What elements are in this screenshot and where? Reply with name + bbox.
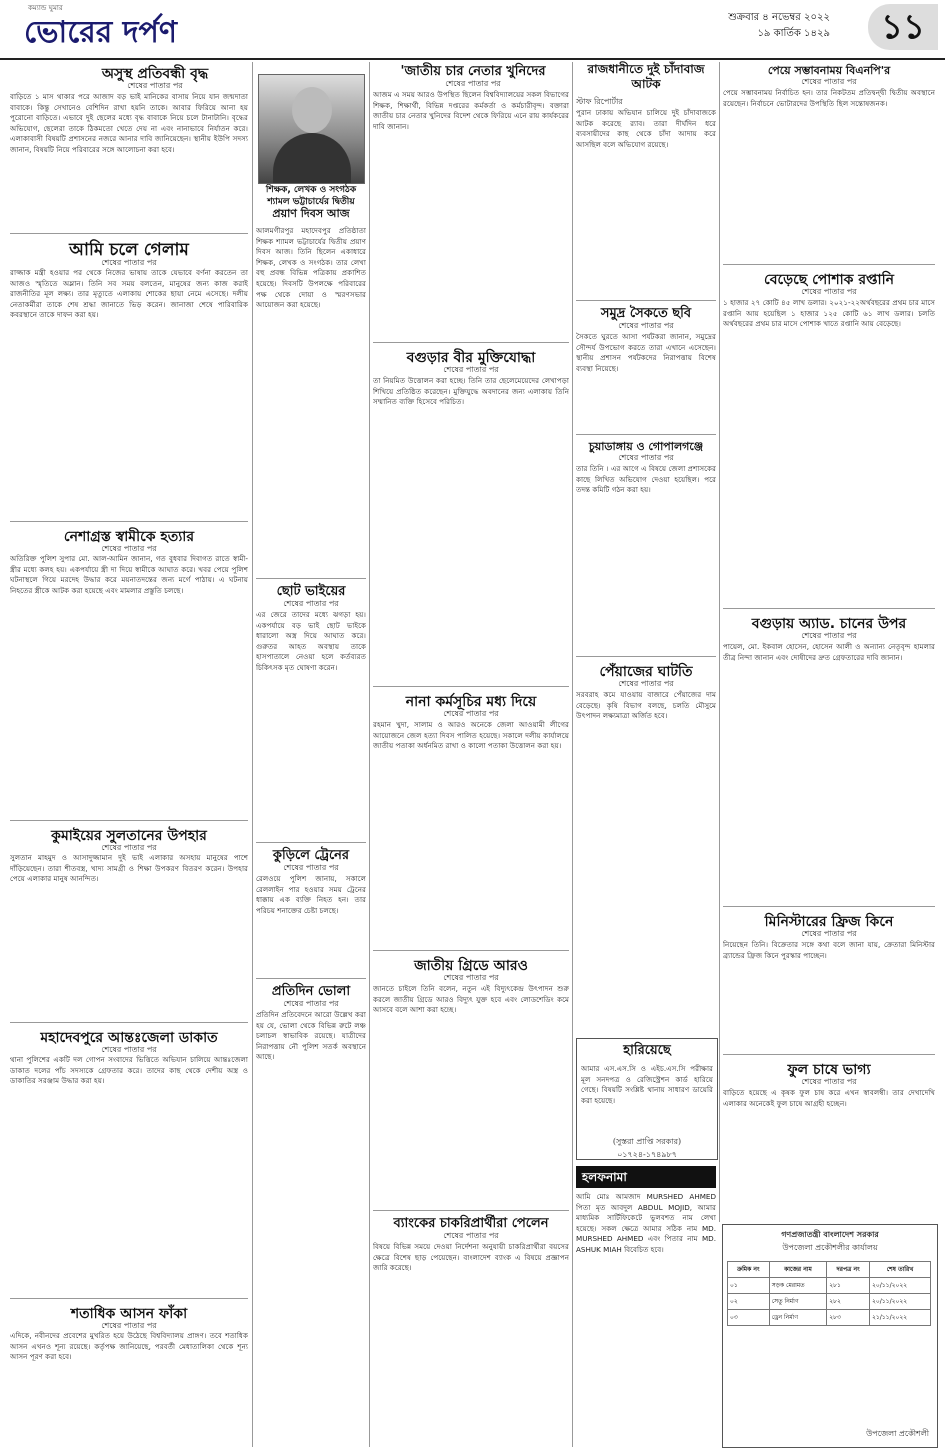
article-body: আজম এ সময় আরও উপস্থিত ছিলেন বিশ্ববিদ্যালয়ের সকল বিভাগের শিক্ষক, শিক্ষার্থী, বিভিন্ন দপ্তরের কর্মকর্তা ও কর্মচারীবৃন্দ। বক্তারা জাতীয় চার নেতার খুনিদের বিদেশ থেকে ফিরিয়ে এনে রায় কার্যকরের দাবি জানান। bbox=[373, 90, 569, 131]
article-body: আলমগীরপুর মহাদেবপুর প্রতিষ্ঠাতা শিক্ষক শ্যামল ভট্টাচার্যের দ্বিতীয় প্রয়াণ দিবস আজ। তিনি ছিলেন একাধারে শিক্ষক, লেখক ও সংগঠক। তার লেখা বহু প্রবন্ধ বিভিন্ন পত্রিকায় প্রকাশিত হয়েছে। দিবসটি উপলক্ষে পরিবারের পক্ষ থেকে দোয়া ও স্মরণসভার আয়োজন করা হয়েছে। bbox=[256, 226, 366, 310]
divider bbox=[576, 434, 716, 435]
tender-notice bbox=[722, 1224, 938, 1448]
subhead: শেষের পাতার পর bbox=[618, 453, 674, 462]
headline: বেড়েছে পোশাক রপ্তানি bbox=[764, 272, 894, 288]
subhead: শেষের পাতার পর bbox=[618, 679, 674, 688]
table-cell: সড়ক মেরামত bbox=[769, 1278, 827, 1294]
caption-line: শিক্ষক, লেখক ও সংগঠক bbox=[265, 185, 357, 195]
subhead: শেষের পাতার পর bbox=[101, 258, 157, 267]
article-body: এদিকে, নবীনদের প্রবেশের মুখরিত হয়ে উঠেছে বিশ্ববিদ্যালয় প্রাঙ্গণ। তবে শতাধিক আসন এখনও শূন্য রয়েছে। কর্তৃপক্ষ জানিয়েছে, পরবর্তী মেধাতালিকা থেকে শূন্য আসন পূরণ করা হবে। bbox=[10, 1331, 248, 1362]
headline: কুড়িলে ট্রেনের bbox=[272, 848, 350, 863]
subhead: শেষের পাতার পর bbox=[101, 544, 157, 553]
table-cell: ০২ bbox=[728, 1294, 770, 1310]
portrait-body bbox=[273, 133, 351, 183]
article-body: বাড়িতে হয়েছে এ কৃষক ফুল চাষ করে এখন স্বাবলম্বী। তার দেখাদেখি এলাকার অনেকেই ফুল চাষে আগ্রহী হচ্ছেন। bbox=[723, 1088, 935, 1108]
headline: কুমাইয়ের সুলতানের উপহার bbox=[51, 828, 207, 844]
tender-footer: উপজেলা প্রকৌশলী bbox=[866, 1429, 929, 1438]
subhead: শেষের পাতার পর bbox=[443, 365, 499, 374]
subhead: শেষের পাতার পর bbox=[801, 287, 857, 296]
subhead: শেষের পাতার পর bbox=[801, 77, 857, 86]
affidavit-title: হলফনামা bbox=[582, 1170, 627, 1184]
subhead: শেষের পাতার পর bbox=[618, 321, 674, 330]
article-body: প্রতিদিন প্রতিবেদনে আরো উল্লেখ করা হয় যে, ভোলা থেকে বিভিন্ন রুটে লঞ্চ চলাচল স্বাভাবিক রয়েছে। যাত্রীদের নিরাপত্তায় নৌ পুলিশ সতর্ক অবস্থানে আছে। bbox=[256, 1010, 366, 1062]
headline: জাতীয় গ্রিডে আরও bbox=[414, 958, 528, 974]
table-cell: ২৮২ bbox=[827, 1294, 870, 1310]
divider bbox=[576, 300, 716, 301]
headline: ফুল চাষে ভাগ্য bbox=[787, 1062, 871, 1078]
headline: পেঁয়াজের ঘাটতি bbox=[599, 664, 693, 680]
subhead: শেষের পাতার পর bbox=[101, 1321, 157, 1330]
article-body: পায়েল, মো. ইকবাল হোসেন, হোসেন আলী ও অন্যান্য নেতৃবৃন্দ হামলার তীব্র নিন্দা জানান এবং দোষীদের দ্রুত গ্রেফতারের দাবি জানান। bbox=[723, 642, 935, 662]
divider bbox=[576, 656, 716, 657]
divider bbox=[10, 521, 248, 522]
column-divider bbox=[572, 62, 573, 1447]
page-number: ১১ bbox=[868, 4, 938, 50]
subhead: শেষের পাতার পর bbox=[443, 709, 499, 718]
table-row bbox=[728, 1294, 931, 1310]
article-body: পেয়ে সম্ভাবনাময় নির্বাচিত হন। তার নিকটতম প্রতিদ্বন্দ্বী দ্বিতীয় অবস্থানে রয়েছেন। নির্বাচনে ভোটারদের উপস্থিতি ছিল সন্তোষজনক। bbox=[723, 88, 935, 108]
headline: চুয়াডাঙ্গায় ও গোপালগঞ্জে bbox=[588, 440, 704, 453]
divider bbox=[10, 820, 248, 821]
column-divider bbox=[719, 62, 720, 1222]
headline: মিনিস্টারের ফ্রিজ কিনে bbox=[764, 914, 894, 930]
article-body: সৈকতে ঘুরতে আসা পর্যটকরা জানান, সমুদ্রের সৌন্দর্য উপভোগ করতে তারা এখানে এসেছেন। স্থানীয় প্রশাসন পর্যটকদের নিরাপত্তায় বিশেষ ব্যবস্থা নিয়েছে। bbox=[576, 332, 716, 373]
headline: সমুদ্র সৈকতে ছবি bbox=[600, 306, 692, 321]
tender-column-header: ক্রমিক নং bbox=[728, 1262, 770, 1278]
table-cell: ২৮৩ bbox=[827, 1310, 870, 1326]
article-body: এর জেরে তাদের মধ্যে ঝগড়া হয়। একপর্যায়ে বড় ভাই ছোট ভাইকে ধারালো অস্ত্র দিয়ে আঘাত করে। গুরুতর আহত অবস্থায় তাকে হাসপাতালে নেওয়া হলে কর্তব্যরত চিকিৎসক মৃত ঘোষণা করেন। bbox=[256, 610, 366, 672]
article-body: তা নিয়মিত উত্তোলন করা হচ্ছে। তিনি তার ছেলেমেয়েদের লেখাপড়া শিখিয়ে প্রতিষ্ঠিত করেছেন। মুক্তিযুদ্ধে অবদানের জন্য এলাকায় তিনি সম্মানিত ব্যক্তি হিসেবে পরিচিত। bbox=[373, 376, 569, 407]
tender-head-row bbox=[728, 1262, 931, 1278]
headline: 'জাতীয় চার নেতার খুনিদের bbox=[400, 64, 546, 79]
article-body: বিষয়ে বিভিন্ন সময়ে দেওয়া নির্দেশনা অনুযায়ী চাকরিপ্রার্থীরা বয়সের ক্ষেত্রে বিশেষ ছাড় পেয়েছেন। বাংলাদেশ ব্যাংক এ বিষয়ে প্রজ্ঞাপন জারি করেছে। bbox=[373, 1242, 569, 1273]
photo-caption bbox=[256, 184, 366, 220]
table-cell: ২৮১ bbox=[827, 1278, 870, 1294]
divider bbox=[373, 950, 569, 951]
lost-notice bbox=[576, 1038, 718, 1160]
affidavit-banner bbox=[576, 1166, 716, 1188]
portrait-photo bbox=[258, 74, 365, 184]
article-body: জানতে চাইলে তিনি বলেন, নতুন এই বিদ্যুৎকেন্দ্র উৎপাদন শুরু করলে জাতীয় গ্রিডে আরও বিদ্যুৎ যুক্ত হবে এবং লোডশেডিং কমে আসবে বলে আশা করা হচ্ছে। bbox=[373, 984, 569, 1015]
subhead: শেষের পাতার পর bbox=[283, 999, 339, 1008]
date-block bbox=[700, 10, 830, 42]
caption-line: প্রয়াণ দিবস আজ bbox=[272, 207, 350, 220]
tender-body bbox=[728, 1278, 931, 1326]
headline: আমি চলে গেলাম bbox=[69, 240, 189, 260]
table-row bbox=[728, 1278, 931, 1294]
divider bbox=[723, 264, 935, 265]
table-cell: ড্রেন নির্মাণ bbox=[769, 1310, 827, 1326]
divider bbox=[723, 906, 935, 907]
lost-signature: (সুস্তরা প্রাপ্তি সরকার) bbox=[612, 1137, 682, 1146]
headline: অসুস্থ প্রতিবন্ধী বৃদ্ধ bbox=[101, 66, 209, 82]
headline: প্রতিদিন ভোলা bbox=[271, 984, 351, 999]
headline: শতাধিক আসন ফাঁকা bbox=[70, 1306, 188, 1322]
column-divider bbox=[252, 62, 253, 1447]
tender-header: গণপ্রজাতন্ত্রী বাংলাদেশ সরকার bbox=[781, 1229, 879, 1239]
newspaper-logo: ভোরের দর্পণ bbox=[24, 15, 177, 50]
headline: ব্যাংকের চাকরিপ্রার্থীরা পেলেন bbox=[393, 1216, 549, 1231]
article-body: বাড়িতে ১ মাস থাকার পরে আজাদ বড় ভাই মানিকের বাসায় নিয়ে যান জন্মদাতা বাবাকে। কিন্তু সেখানেও বেশিদিন রাখা হয়নি তাকে। আবার ফিরিয়ে আনা হয় পুরোনো বাড়িতে। এভাবে দুই ছেলের মধ্যে বৃদ্ধ বাবাকে নিয়ে চলে টানাটানি। বৃদ্ধের অভিযোগ, ছেলেরা তাকে ঠিকমতো খেতে দেয় না এবং নানাভাবে নির্যাতন করে। এলাকাবাসী বিষয়টি প্রশাসনের নজরে আনার দাবি জানিয়েছেন। স্থানীয় ইউপি সদস্য জানান, বিষয়টি নিয়ে পরিবারের সঙ্গে আলোচনা করা হবে। bbox=[10, 92, 248, 154]
lost-phone: ০১৭২৪-১৭৪৯৮৭ bbox=[617, 1150, 677, 1159]
article-body: তার তিনি । এর আগে এ বিষয়ে জেলা প্রশাসকের কাছে লিখিত অভিযোগ দেওয়া হয়েছিল। পরে তদন্ত কমিটি গঠন করা হয়। bbox=[576, 464, 716, 495]
subhead: শেষের পাতার পর bbox=[283, 599, 339, 608]
caption-line: শ্যামল ভট্টাচার্যের দ্বিতীয় bbox=[267, 197, 355, 207]
table-cell: ০৩ bbox=[728, 1310, 770, 1326]
article-body: পুরান ঢাকায় অভিযান চালিয়ে দুই চাঁদাবাজকে আটক করেছে র‍্যাব। তারা দীর্ঘদিন ধরে ব্যবসায়ীদের কাছ থেকে চাঁদা আদায় করে আসছিল বলে অভিযোগ রয়েছে। bbox=[576, 108, 716, 149]
divider bbox=[723, 1054, 935, 1055]
article-body: রাজ্জাক মন্ত্রী হওয়ার পর থেকে নিজের ভাষায় তাকে যেভাবে বর্ণনা করতেন তা আজও স্মৃতিতে অম্লান। তিনি সব সময় বলতেন, মানুষের জন্য কাজ করাই রাজনীতির মূল লক্ষ্য। তার মৃত্যুতে এলাকায় শোকের ছায়া নেমে এসেছে। দলীয় নেতাকর্মীরা তাকে শেষ শ্রদ্ধা জানাতে ভিড় করেন। জানাজা শেষে পারিবারিক কবরস্থানে তাকে দাফন করা হয়। bbox=[10, 268, 248, 320]
article-body: রহমান খুদা, সালাম ও আরও অনেকে জেলা আওয়ামী লীগের আয়োজনে জেল হত্যা দিবস পালিত হয়েছে। সকালে দলীয় কার্যালয়ে জাতীয় পতাকা অর্ধনমিত রাখা ও কালো পতাকা উত্তোলন করা হয়। bbox=[373, 720, 569, 751]
article-body: সুলতান মাহমুদ ও আসাদুজ্জামান দুই ভাই এলাকার অসহায় মানুষের পাশে দাঁড়িয়েছেন। তারা শীতবস্ত্র, খাদ্য সামগ্রী ও শিক্ষা উপকরণ বিতরণ করেন। উপহার পেয়ে এলাকার মানুষ আনন্দিত। bbox=[10, 853, 248, 884]
subhead: শেষের পাতার পর bbox=[445, 79, 501, 88]
divider bbox=[10, 1298, 248, 1299]
table-cell: ২০/১১/২০২২ bbox=[869, 1278, 930, 1294]
divider bbox=[256, 578, 366, 579]
table-cell: ২১/১১/২০২২ bbox=[869, 1310, 930, 1326]
article-body: ১ হাজার ২৭ কোটি ৪৫ লাখ ডলার। ২০২১-২২অর্থবছরের প্রথম চার মাসে রপ্তানি আয় হয়েছিল ১ হাজার ১২৫ কোটি ৬১ লাখ ডলার। চলতি অর্থবছরের প্রথম চার মাসে পোশাক খাতে রপ্তানি আয় বেড়েছে। bbox=[723, 298, 935, 329]
table-cell: ০১ bbox=[728, 1278, 770, 1294]
tender-subheader: উপজেলা প্রকৌশলীর কার্যালয় bbox=[782, 1243, 878, 1252]
subhead: শেষের পাতার পর bbox=[801, 631, 857, 640]
divider bbox=[373, 686, 569, 687]
column-divider bbox=[369, 62, 370, 1447]
date-english: শুক্রবার ৪ নভেম্বর ২০২২ bbox=[728, 12, 830, 23]
headline: বগুড়ার বীর মুক্তিযোদ্ধা bbox=[406, 350, 536, 366]
tender-column-header: দরপত্র নং bbox=[827, 1262, 870, 1278]
article-body: রেলওয়ে পুলিশ জানায়, সকালে রেললাইন পার হওয়ার সময় ট্রেনের ধাক্কায় এক ব্যক্তি নিহত হন। তার পরিচয় শনাক্তের চেষ্টা চলছে। bbox=[256, 874, 366, 915]
article-body: সরবরাহ কমে যাওয়ায় বাজারে পেঁয়াজের দাম বেড়েছে। কৃষি বিভাগ বলছে, চলতি মৌসুমে উৎপাদন লক্ষ্যমাত্রা অর্জিত হবে। bbox=[576, 690, 716, 721]
headline: রাজধানীতে দুই চাঁদাবাজ আটক bbox=[587, 62, 705, 91]
article-body: অতিরিক্ত পুলিশ সুপার মো. আল-আমিন জানান, গত বুধবার দিবাগত রাতে স্বামী-স্ত্রীর মধ্যে কলহ হয়। একপর্যায়ে স্ত্রী দা দিয়ে স্বামীকে আঘাত করে। খবর পেয়ে পুলিশ ঘটনাস্থলে গিয়ে মরদেহ উদ্ধার করে ময়নাতদন্তের জন্য মর্গে পাঠায়। এ ঘটনায় নিহতের স্ত্রীকে আটক করা হয়েছে এবং মামলার প্রস্তুতি চলছে। bbox=[10, 554, 248, 595]
divider bbox=[10, 233, 248, 234]
subhead: শেষের পাতার পর bbox=[127, 81, 183, 90]
subhead: শেষের পাতার পর bbox=[101, 843, 157, 852]
tender-column-header: শেষ তারিখ bbox=[869, 1262, 930, 1278]
headline: মহাদেবপুরে আন্তঃজেলা ডাকাত bbox=[40, 1030, 218, 1046]
divider bbox=[256, 978, 366, 979]
byline: স্টাফ রিপোর্টার bbox=[576, 97, 623, 106]
portrait-head bbox=[292, 87, 332, 133]
lost-body: আমার এস.এস.সি ও এইচ.এস.সি পরীক্ষার মূল সনদপত্র ও রেজিস্ট্রেশন কার্ড হারিয়ে গেছে। বিষয়টি সংশ্লিষ্ট থানায় সাধারণ ডায়েরি করা হয়েছে। bbox=[581, 1064, 713, 1105]
divider bbox=[373, 342, 569, 343]
subhead: শেষের পাতার পর bbox=[801, 929, 857, 938]
subhead: শেষের পাতার পর bbox=[801, 1077, 857, 1086]
headline: নানা কর্মসূচির মধ্য দিয়ে bbox=[405, 694, 537, 710]
tender-table bbox=[727, 1261, 931, 1326]
headline: নেশাগ্রস্ত স্বামীকে হত্যার bbox=[63, 529, 195, 545]
table-cell: ২০/১১/২০২২ bbox=[869, 1294, 930, 1310]
table-row bbox=[728, 1310, 931, 1326]
article-body: থানা পুলিশের একটি দল গোপন সংবাদের ভিত্তিতে অভিযান চালিয়ে আন্তঃজেলা ডাকাত দলের পাঁচ সদস্যকে গ্রেফতার করে। তাদের কাছ থেকে দেশীয় অস্ত্র ও ডাকাতির সরঞ্জাম উদ্ধার করা হয়। bbox=[10, 1055, 248, 1086]
headline: পেয়ে সম্ভাবনাময় বিএনপি'র bbox=[767, 64, 891, 77]
lost-title: হারিয়েছে bbox=[623, 1043, 671, 1058]
divider bbox=[256, 842, 366, 843]
affidavit-body: আমি মোঃ আমজাদ MURSHED AHMED পিতা মৃত আবদুল ABDUL MOJID, আমার মাধ্যমিক সার্টিফিকেটে ভুলবশত নাম লেখা হয়েছে। সকল ক্ষেত্রে আমার সঠিক নাম MD. MURSHED AHMED এবং পিতার নাম MD. ASHUK MIAH বিবেচিত হবে। bbox=[576, 1192, 716, 1254]
divider bbox=[723, 608, 935, 609]
tagline: কম্যান্ড ঘুমার bbox=[28, 4, 63, 12]
divider bbox=[373, 1210, 569, 1211]
divider bbox=[10, 1022, 248, 1023]
article-body: নিয়েছেন তিনি। বিক্রেতার সঙ্গে কথা বলে জানা যায়, ক্রেতারা মিনিস্টার ব্র্যান্ডের ফ্রিজ কিনে পুরস্কার পাচ্ছেন। bbox=[723, 940, 935, 960]
headline: বগুড়ায় অ্যাড. চানের উপর bbox=[751, 616, 907, 632]
subhead: শেষের পাতার পর bbox=[283, 863, 339, 872]
subhead: শেষের পাতার পর bbox=[443, 1231, 499, 1240]
headline: ছোট ভাইয়ের bbox=[276, 584, 346, 599]
date-bengali: ১৯ কার্তিক ১৪২৯ bbox=[757, 28, 830, 39]
subhead: শেষের পাতার পর bbox=[443, 973, 499, 982]
subhead: শেষের পাতার পর bbox=[101, 1045, 157, 1054]
table-cell: সেতু নির্মাণ bbox=[769, 1294, 827, 1310]
tender-column-header: কাজের নাম bbox=[769, 1262, 827, 1278]
